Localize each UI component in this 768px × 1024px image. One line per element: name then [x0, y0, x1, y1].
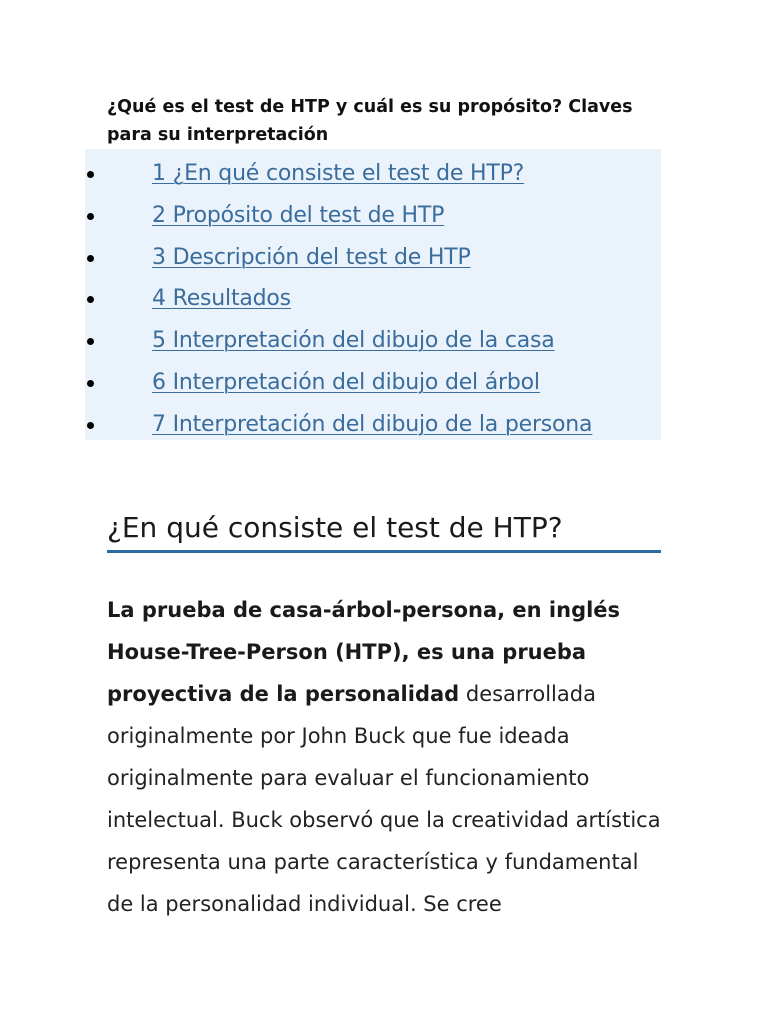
section-paragraph: [107, 589, 667, 925]
toc-link-6[interactable]: 6 Interpretación del dibujo del árbol: [152, 369, 540, 395]
paragraph-text: desarrollada originalmente por John Buck que fue ideada originalmente para evaluar el funcionamiento intelectual. Buck observó que la creatividad artística representa una parte característica y fundamental de la personalidad individual. Se cree: [107, 682, 661, 916]
toc-link-5[interactable]: 5 Interpretación del dibujo de la casa: [152, 328, 555, 354]
section-heading: ¿En qué consiste el test de HTP?: [107, 508, 661, 553]
toc-link-2[interactable]: 2 Propósito del test de HTP: [152, 202, 445, 228]
toc-link-1[interactable]: 1 ¿En qué consiste el test de HTP?: [152, 161, 525, 186]
page-title: ¿Qué es el test de HTP y cuál es su propósito? Claves para su interpretación: [107, 97, 633, 145]
bullet-icon: [87, 380, 94, 387]
toc-link-3[interactable]: 3 Descripción del test de HTP: [152, 244, 471, 270]
bullet-icon: [87, 296, 94, 303]
bullet-icon: [87, 255, 94, 262]
toc-item-7: [85, 404, 661, 446]
bullet-icon: [87, 171, 94, 178]
bullet-icon: [87, 338, 94, 345]
toc-list: [85, 149, 661, 446]
toc-link-7[interactable]: 7 Interpretación del dibujo de la persona: [152, 411, 593, 437]
toc-item-3: [85, 237, 661, 279]
toc-item-2: [85, 195, 661, 237]
toc-item-5: [85, 320, 661, 362]
toc-link-4[interactable]: 4 Resultados: [152, 286, 291, 312]
paragraph-bold-text: La prueba de casa-árbol-persona, en inglés House-Tree-Person (HTP), es una prueba proyectiva de la personalidad: [107, 598, 621, 706]
table-of-contents: [85, 149, 661, 440]
toc-item-1: [85, 153, 661, 195]
toc-item-6: [85, 362, 661, 404]
toc-item-4: [85, 278, 661, 320]
bullet-icon: [87, 422, 94, 429]
bullet-icon: [87, 213, 94, 220]
